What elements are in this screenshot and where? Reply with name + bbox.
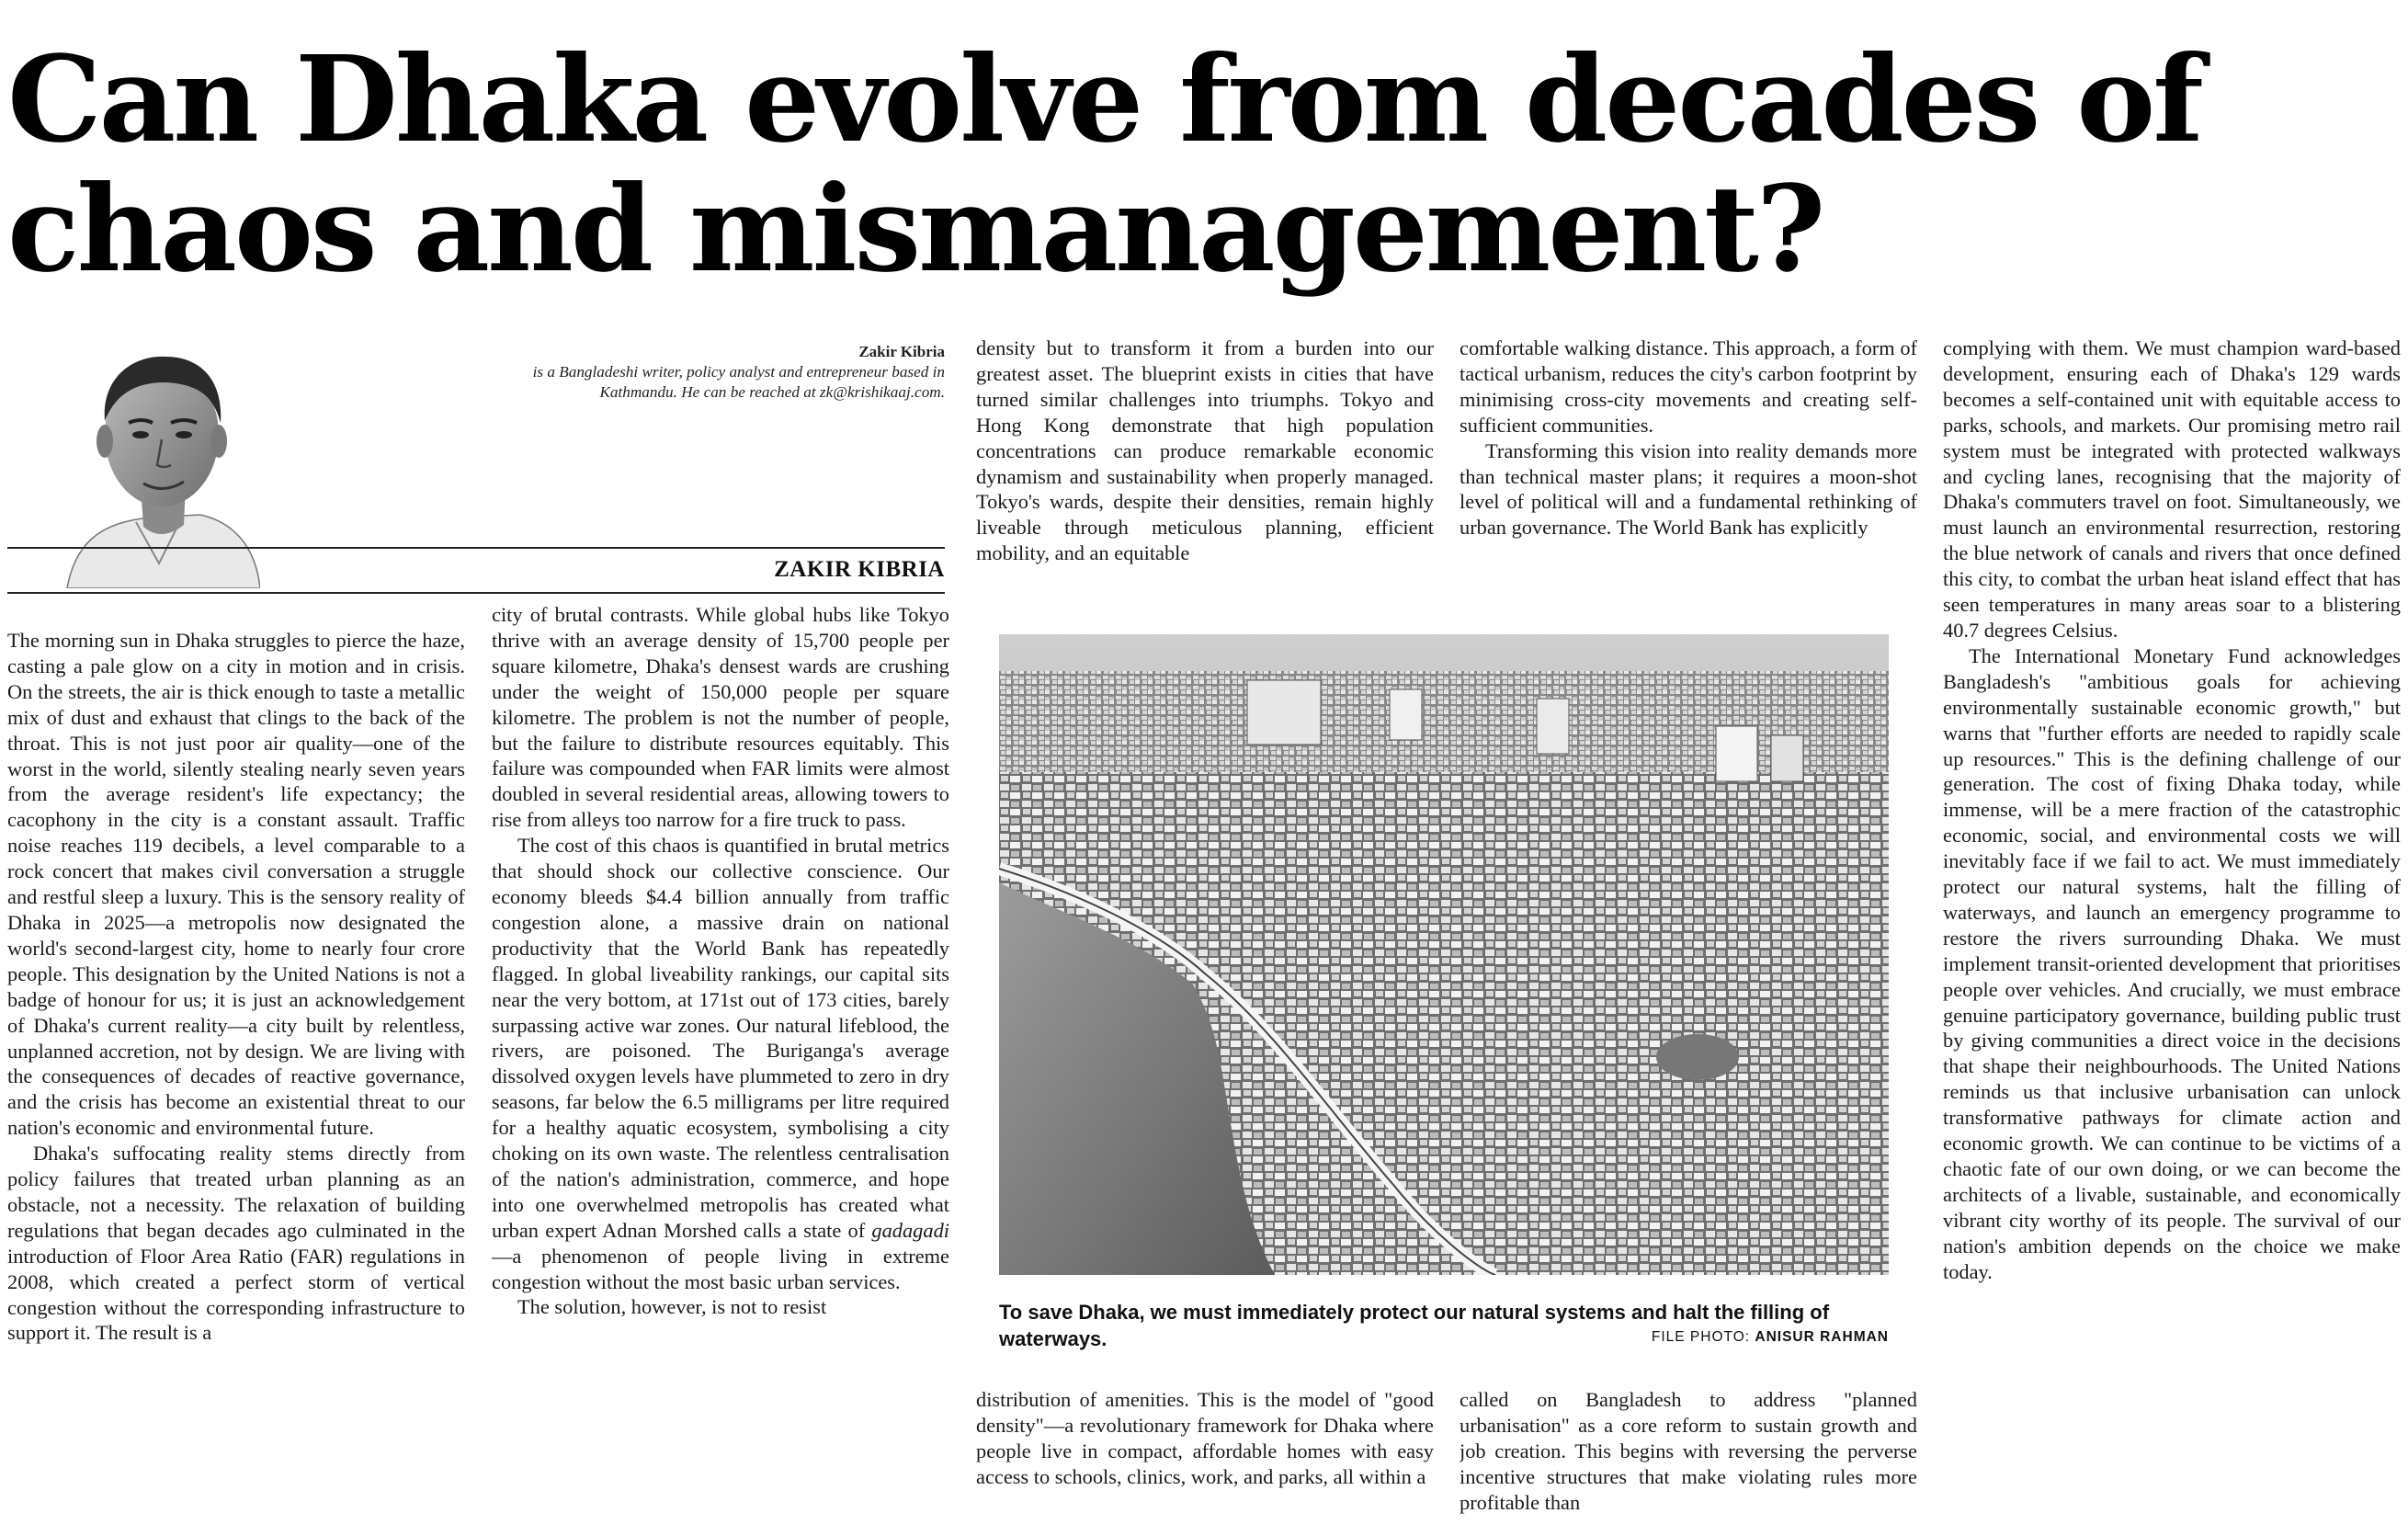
headline: Can Dhaka evolve from decades of chaos and mismanagement?	[7, 30, 2201, 299]
column-3-top	[976, 336, 1434, 620]
italic-term: gadagadi	[871, 1218, 949, 1242]
author-name-small: Zakir Kibria	[858, 343, 945, 360]
paragraph: city of brutal contrasts. While global hubs like Tokyo thrive with an average density of 15,700 people per square kilometre, Dhaka's densest wards are crushing under the weight of 150,000 people per square kilometre. The problem is not the number of people, but the failure to distribute resources equitably. This failure was compounded when FAR limits were almost doubled in several residential areas, allowing towers to rise from alleys too narrow for a fire truck to pass.	[492, 603, 949, 832]
column-1	[7, 628, 465, 1536]
paragraph: Transforming this vision into reality demands more than technical master plans; it requires a moon-shot level of political will and a fundamental rethinking of urban governance. The World Bank has explicitly	[1460, 438, 1917, 540]
aerial-city-photo	[999, 634, 1889, 1275]
paragraph: complying with them. We must champion ward-based development, ensuring each of Dhaka's 129 wards becomes a self-contained unit with equitable access to parks, schools, and markets. Our promising metro rail system must be integrated with protected walkways and cycling lanes, recognising that the majority of Dhaka's commuters travel on foot. Simultaneously, we must launch an environmental resurrection, restoring the blue network of canals and rivers that once defined this city, to combat the urban heat island effect that has seen temperatures in many areas soar to a blistering 40.7 degrees Celsius.	[1943, 336, 2401, 642]
paragraph	[492, 833, 949, 1294]
byline-rule-top	[7, 547, 945, 549]
column-4-bottom	[1460, 1387, 1917, 1536]
paragraph: called on Bangladesh to address "planned urbanisation" as a core reform to sustain growth and job creation. This begins with reversing the perverse incentive structures that make violating rules more profitable than	[1460, 1388, 1917, 1514]
paragraph: The morning sun in Dhaka struggles to pierce the haze, casting a pale glow on a city in motion and in crisis. On the streets, the air is thick enough to taste a metallic mix of dust and exhaust that clings to the back of the throat. This is not just poor air quality—one of the worst in the world, silently stealing nearly seven years from the average resident's life expectancy; the cacophony in the city is a constant assault. Traffic noise reaches 119 decibels, a level comparable to a rock concert that makes civil conversation a struggle and restful sleep a luxury. This is the sensory reality of Dhaka in 2025—a metropolis now designated the world's second-largest city, home to nearly four crore people. This designation by the United Nations is not a badge of honour for us; it is just an acknowledgement of Dhaka's current reality—a city built by relentless, unplanned accretion, not by design. We are living with the consequences of decades of reactive governance, and the crisis has become an existential threat to our nation's economic and environmental future.	[7, 629, 465, 1140]
column-2	[492, 602, 949, 1536]
column-5	[1943, 336, 2401, 1536]
paragraph: density but to transform it from a burden into our greatest asset. The blueprint exists in cities that have turned similar challenges into triumphs. Tokyo and Hong Kong demonstrate that high population concentrations can produce remarkable economic dynamism and sustainability when properly managed. Tokyo's wards, despite their densities, remain highly liveable through meticulous planning, efficient mobility, and an equitable	[976, 336, 1434, 565]
paragraph: The solution, however, is not to resist	[517, 1295, 827, 1319]
paragraph-text-end: —a phenomenon of people living in extreme congestion without the most basic urban services.	[492, 1244, 949, 1293]
photo-caption: To save Dhaka, we must immediately protect our natural systems and halt the filling of waterways.	[999, 1301, 1830, 1350]
paragraph: The International Monetary Fund acknowledges Bangladesh's "ambitious goals for achieving environmentally sustainable economic growth," but warns that "further efforts are needed to rapidly scale up resources." This is the defining challenge of our generation. The cost of fixing Dhaka today, while immense, will be a mere fraction of the catastrophic economic, social, and environmental costs we will inevitably face if we fail to act. We must immediately protect our natural systems, halt the filling of waterways, and launch an emergency programme to restore the rivers surrounding Dhaka. We must implement transit-oriented development that prioritises people over vehicles. And crucially, we must embrace genuine participatory governance, building public trust by giving communities a direct voice in the decisions that shape their neighbourhoods. The United Nations reminds us that inclusive urbanisation can unlock transformative pathways for climate action and economic growth. We can continue to be victims of a chaotic fate of our own doing, or we can become the architects of a livable, sustainable, and economically vibrant city worthy of its people. The survival of our nation's ambition depends on the choice we make today.	[1943, 643, 2401, 1283]
author-portrait	[62, 338, 260, 588]
author-bio-box	[513, 342, 945, 403]
column-4-top	[1460, 336, 1917, 620]
paragraph: comfortable walking distance. This approach, a form of tactical urbanism, reduces the city's carbon footprint by minimising cross-city movements and creating self-sufficient communities.	[1460, 336, 1917, 437]
author-byline: ZAKIR KIBRIA	[774, 557, 945, 582]
photo-credit-label: FILE PHOTO:	[1651, 1329, 1751, 1345]
author-bio: is a Bangladeshi writer, policy analyst and entrepreneur based in Kathmandu. He can be reached at zk@krishikaaj.com.	[532, 363, 945, 401]
photo-credit	[999, 1329, 1889, 1346]
paragraph: distribution of amenities. This is the model of "good density"—a revolutionary framework for Dhaka where people live in compact, affordable homes with easy access to schools, clinics, work, and parks, all within a	[976, 1388, 1434, 1488]
byline-rule-bottom	[7, 592, 945, 594]
column-3-bottom	[976, 1387, 1434, 1536]
paragraph: Dhaka's suffocating reality stems directly from policy failures that treated urban planning as an obstacle, not a necessity. The relaxation of building regulations that began decades ago culminated in the introduction of Floor Area Ratio (FAR) regulations in 2008, which created a perfect storm of vertical congestion without the corresponding infrastructure to support it. The result is a	[7, 1142, 465, 1345]
photo-credit-name: ANISUR RAHMAN	[1755, 1329, 1889, 1345]
paragraph-text: The cost of this chaos is quantified in brutal metrics that should shock our collective conscience. Our economy bleeds $4.4 billion annually from traffic congestion alone, a massive drain on national productivity that the World Bank has repeatedly flagged. In global liveability rankings, our capital sits near the very bottom, at 171st out of 173 cities, barely surpassing active war zones. Our natural lifeblood, the rivers, are poisoned. The Buriganga's average dissolved oxygen levels have plummeted to zero in dry seasons, far below the 6.5 milligrams per litre required for a healthy aquatic ecosystem, symbolising a city choking on its own waste. The relentless centralisation of the nation's administration, commerce, and hope into one overwhelmed metropolis has created what urban expert Adnan Morshed calls a state of	[492, 834, 949, 1242]
author-block	[7, 338, 945, 594]
